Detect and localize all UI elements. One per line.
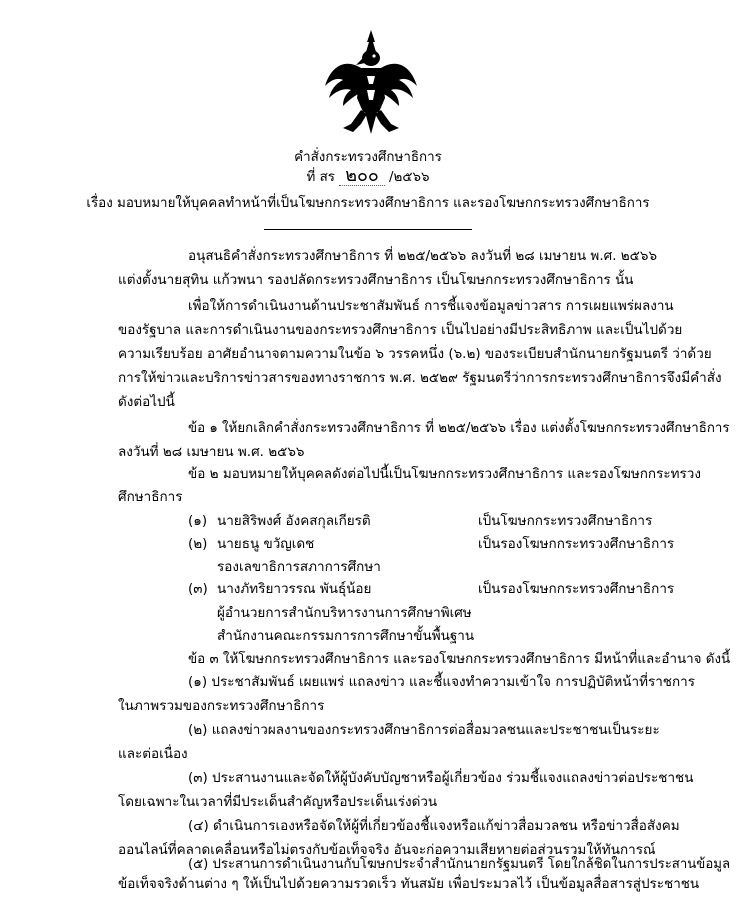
duty-4-line-2: ออนไลน์ที่คลาดเคลื่อนหรือไม่ตรงกับข้อเท็จจริง อันจะก่อความเสียหายต่อส่วนรวมให้ทันการณ์ bbox=[118, 842, 656, 858]
person-position: ผู้อำนวยการสำนักบริหารงานการศึกษาพิเศษ bbox=[217, 605, 472, 621]
duty-3-line-2: โดยเฉพาะในเวลาที่มีประเด็นสำคัญหรือประเด็นเร่งด่วน bbox=[118, 794, 438, 810]
preamble-line-2: แต่งตั้งนายสุทิน แก้วพนา รองปลัดกระทรวงศึกษาธิการ เป็นโฆษกกระทรวงศึกษาธิการ นั้น bbox=[118, 272, 634, 288]
person-name: นางภัทริยาวรรณ พันธุ์น้อย bbox=[217, 581, 372, 597]
duty-4-line-1: (๔) ดำเนินการเองหรือจัดให้ผู้ที่เกี่ยวข้องชี้แจงหรือแก้ข่าวสื่อมวลชน หรือข่าวสื่อสังคม bbox=[188, 818, 680, 834]
purpose-line-3: ความเรียบร้อย อาศัยอำนาจตามความในข้อ ๖ วรรคหนึ่ง (๖.๒) ของระเบียบสำนักนายกรัฐมนตรี ว่าด้วย bbox=[118, 346, 712, 362]
clause-2-line-1: ข้อ ๒ มอบหมายให้บุคคลดังต่อไปนี้เป็นโฆษกกระทรวงศึกษาธิการ และรองโฆษกกระทรวง bbox=[188, 466, 701, 482]
clause-1-line-2: ลงวันที่ ๒๘ เมษายน พ.ศ. ๒๕๖๖ bbox=[118, 444, 305, 460]
purpose-line-5: ดังต่อไปนี้ bbox=[118, 394, 175, 410]
person-role: เป็นรองโฆษกกระทรวงศึกษาธิการ bbox=[478, 581, 675, 597]
purpose-line-4: การให้ข่าวและบริการข่าวสารของทางราชการ พ.ศ. ๒๕๒๙ รัฐมนตรีว่าการกระทรวงศึกษาธิการจึงมีคำสั่ง bbox=[118, 370, 722, 386]
preamble-line-1: อนุสนธิคำสั่งกระทรวงศึกษาธิการ ที่ ๒๒๕/๒๕๖๖ ลงวันที่ ๒๘ เมษายน พ.ศ. ๒๕๖๖ bbox=[188, 248, 658, 264]
clause-3-line: ข้อ ๓ ให้โฆษกกระทรวงศึกษาธิการ และรองโฆษกกระทรวงศึกษาธิการ มีหน้าที่และอำนาจ ดังนี้ bbox=[188, 651, 731, 667]
order-number: ๒๐๐ bbox=[339, 167, 384, 186]
duty-5-line-1: (๕) ประสานการดำเนินงานกับโฆษกประจำสำนักนายกรัฐมนตรี โดยใกล้ชิดในการประสานข้อมูล bbox=[188, 856, 731, 872]
person-index: (๑) bbox=[188, 513, 208, 529]
purpose-line-1: เพื่อให้การดำเนินงานด้านประชาสัมพันธ์ การชี้แจงข้อมูลข่าวสาร การเผยแพร่ผลงาน bbox=[188, 298, 674, 314]
purpose-line-2: ของรัฐบาล และการดำเนินงานของกระทรวงศึกษาธิการ เป็นไปอย่างมีประสิทธิภาพ และเป็นไปด้วย bbox=[118, 322, 683, 338]
person-position: รองเลขาธิการสภาการศึกษา bbox=[217, 559, 381, 575]
person-name: นายสิริพงศ์ อังคสกุลเกียรติ bbox=[217, 513, 371, 529]
person-index: (๒) bbox=[188, 536, 208, 552]
duty-2-line-1: (๒) แถลงข่าวผลงานของกระทรวงศึกษาธิการต่อสื่อมวลชนและประชาชนเป็นระยะ bbox=[188, 722, 660, 738]
person-role: เป็นโฆษกกระทรวงศึกษาธิการ bbox=[478, 513, 653, 529]
duty-5-line-2: ข้อเท็จจริงด้านต่าง ๆ ให้เป็นไปด้วยความรวดเร็ว ทันสมัย เพื่อประมวลไว้ เป็นข้อมูลสื่อสารสู่ประชาชน bbox=[118, 876, 700, 892]
person-index: (๓) bbox=[188, 581, 208, 597]
duty-2-line-2: และต่อเนื่อง bbox=[118, 746, 188, 762]
duty-1-line-1: (๑) ประชาสัมพันธ์ เผยแพร่ แถลงข่าว และชี้แจงทำความเข้าใจ การปฏิบัติหน้าที่ราชการ bbox=[188, 674, 695, 690]
person-name: นายธนู ขวัญเดช bbox=[217, 536, 315, 552]
person-position-2: สำนักงานคณะกรรมการการศึกษาขั้นพื้นฐาน bbox=[217, 628, 475, 644]
document-title: คำสั่งกระทรวงศึกษาธิการ bbox=[294, 149, 442, 165]
clause-1-line-1: ข้อ ๑ ให้ยกเลิกคำสั่งกระทรวงศึกษาธิการ ที่ ๒๒๕/๒๕๖๖ เรื่อง แต่งตั้งโฆษกกระทรวงศึกษาธิการ bbox=[188, 420, 730, 436]
duty-3-line-1: (๓) ประสานงานและจัดให้ผู้บังคับบัญชาหรือผู้เกี่ยวข้อง ร่วมชี้แจงแถลงข่าวต่อประชาชน bbox=[188, 770, 694, 786]
order-prefix: ที่ สร bbox=[306, 169, 335, 185]
order-suffix: /๒๕๖๖ bbox=[388, 169, 430, 185]
garuda-emblem-icon bbox=[323, 28, 419, 136]
header-divider bbox=[264, 229, 472, 230]
clause-2-line-2: ศึกษาธิการ bbox=[118, 489, 183, 505]
document-subject: เรื่อง มอบหมายให้บุคคลทำหน้าที่เป็นโฆษกกระทรวงศึกษาธิการ และรองโฆษกกระทรวงศึกษาธิการ bbox=[86, 195, 650, 211]
person-role: เป็นรองโฆษกกระทรวงศึกษาธิการ bbox=[478, 536, 675, 552]
order-number-line bbox=[3, 167, 733, 186]
duty-1-line-2: ในภาพรวมของกระทรวงศึกษาธิการ bbox=[118, 698, 325, 714]
